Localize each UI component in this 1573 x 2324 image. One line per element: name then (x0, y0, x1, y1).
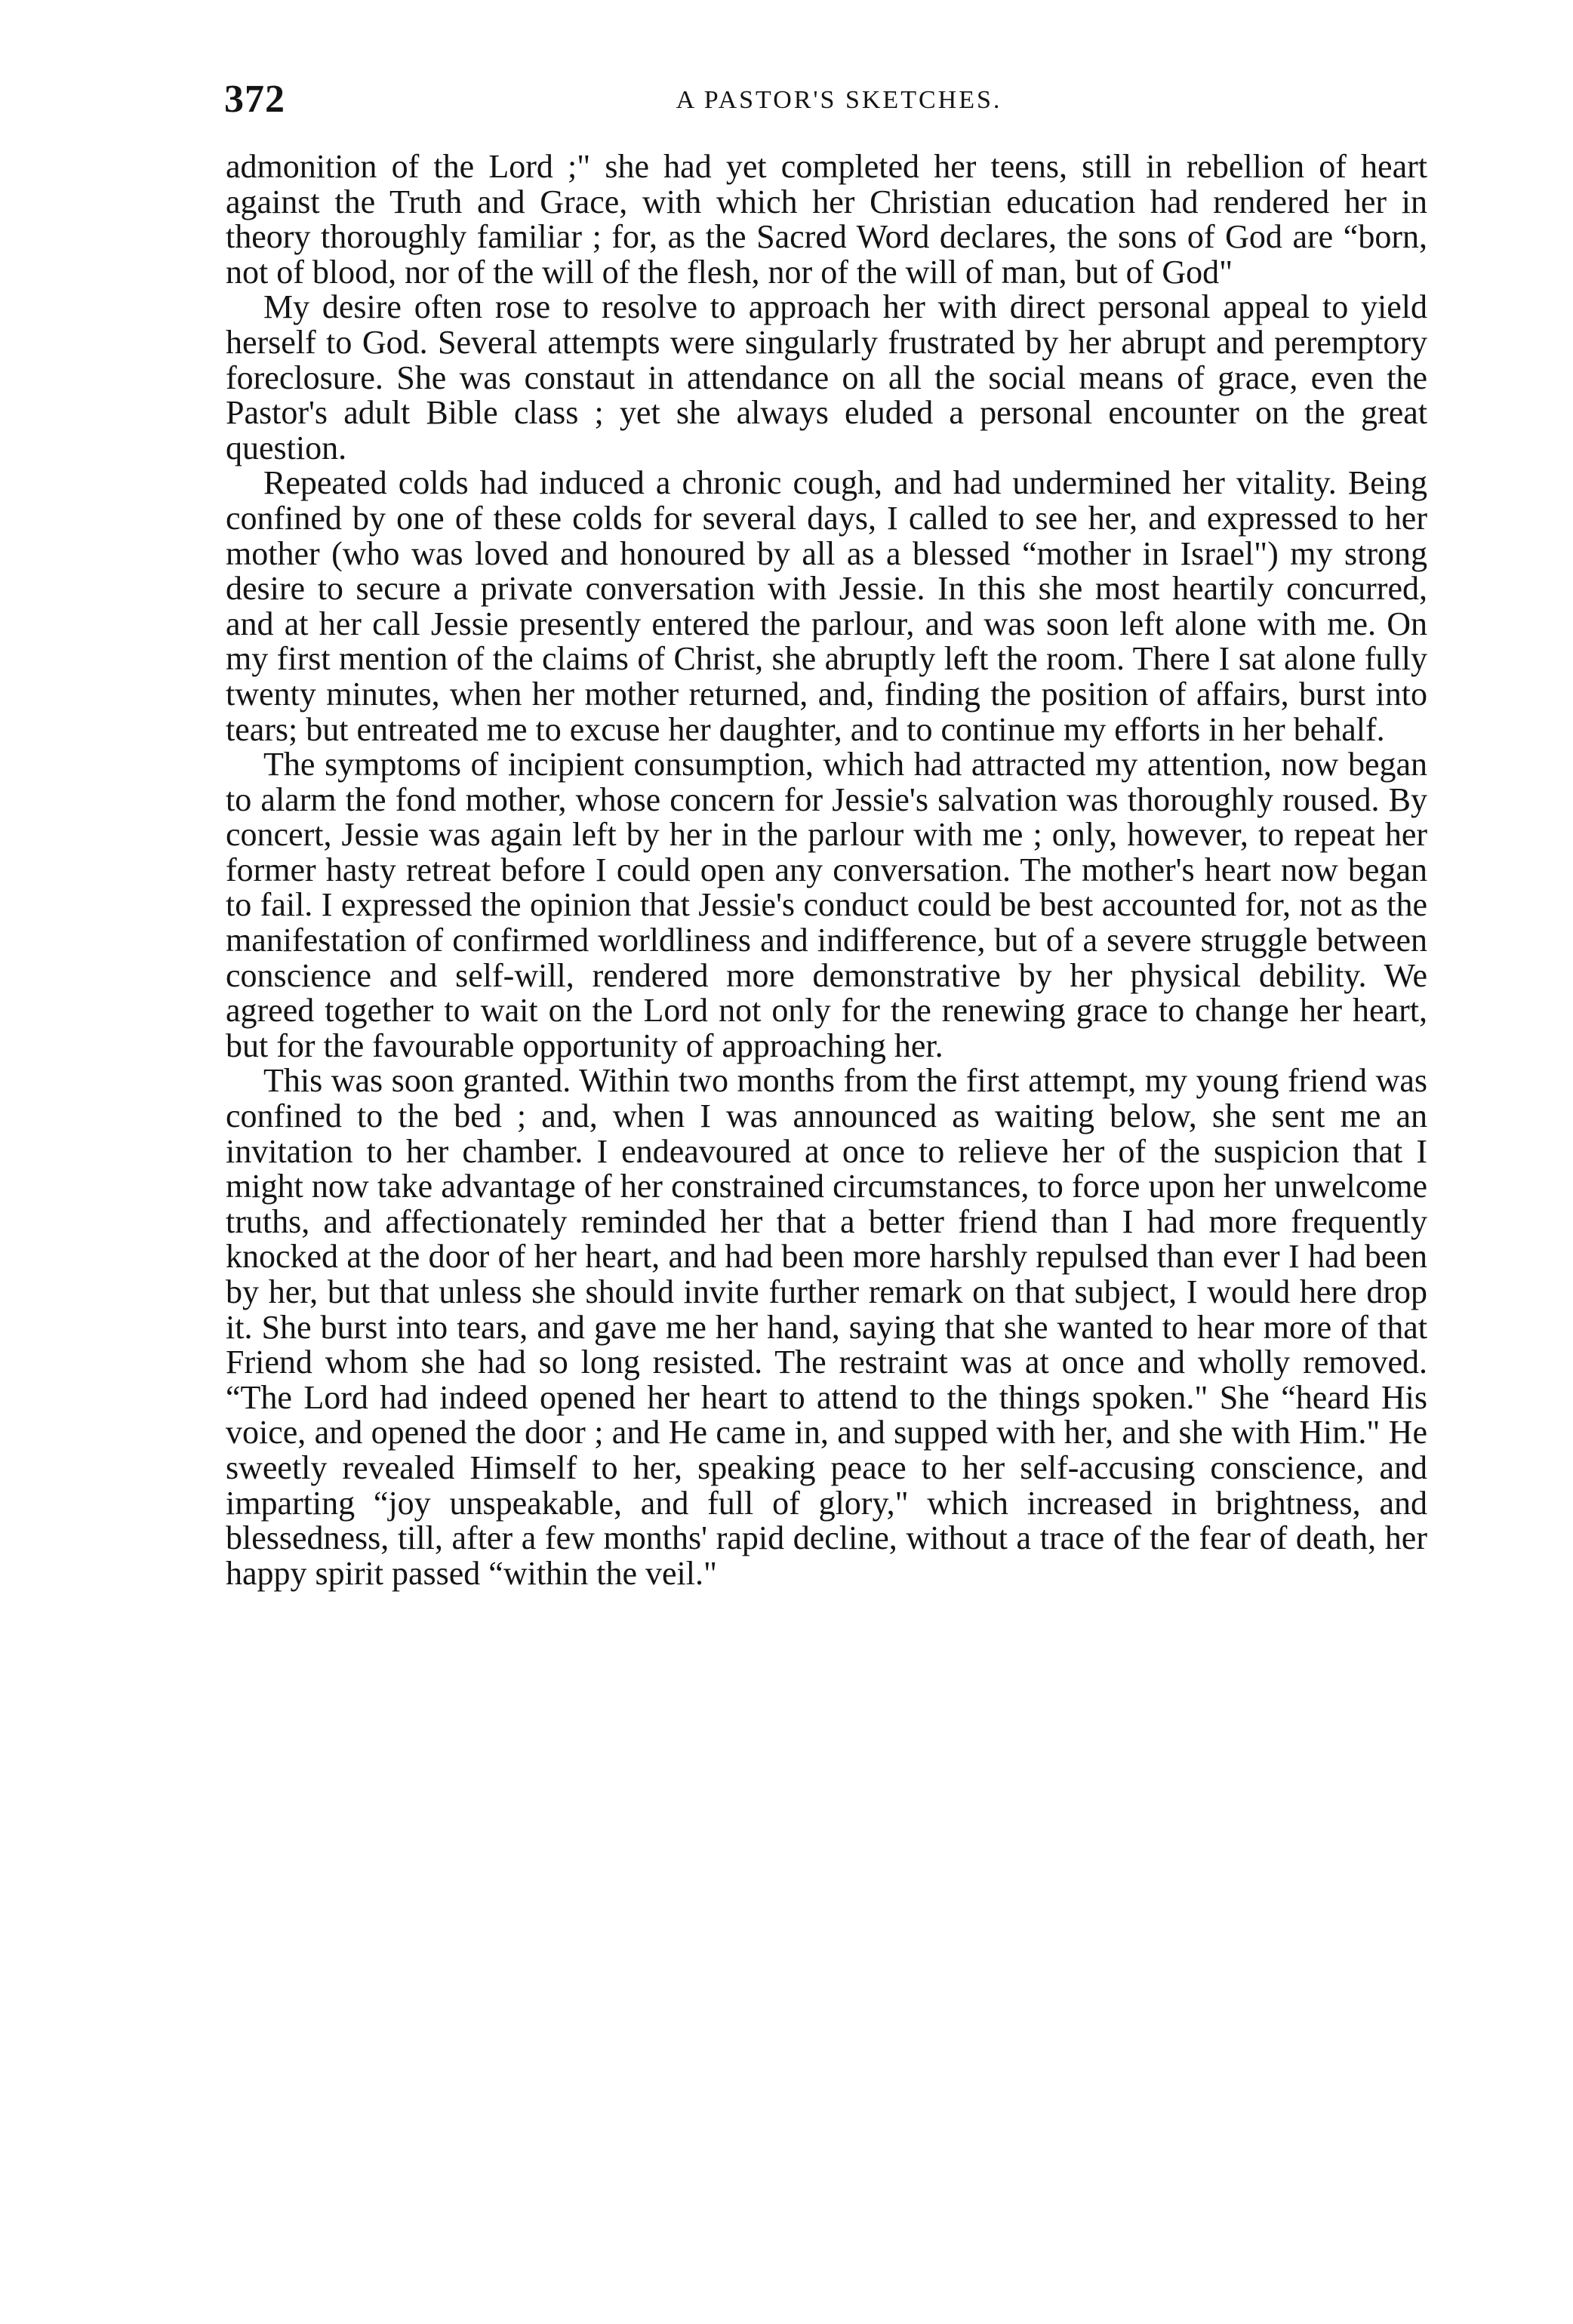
paragraph-continuation: admonition of the Lord ;" she had yet completed her teens, still in rebellion of heart against the Truth and Grace, with which her Christian education had rendered her in theory thoroughly familiar ; for, as the Sacred Word declares, the sons of God are “born, not of blood, nor of the will of the flesh, nor of the will of man, but of God" (226, 148, 1427, 291)
running-head (224, 77, 1454, 122)
paragraph: My desire often rose to resolve to approach her with direct personal appeal to yield herself to God. Several attempts were singularly frustrated by her abrupt and peremptory foreclosure. She was constaut in attendance on all the social means of grace, even the Pastor's adult Bible class ; yet she always eluded a personal encounter on the great question. (226, 288, 1427, 466)
body-text (226, 149, 1427, 1591)
paragraph: The symptoms of incipient consumption, which had attracted my attention, now began to alarm the fond mother, whose concern for Jessie's salvation was thoroughly roused. By concert, Jessie was again left by her in the parlour with me ; only, however, to repeat her former hasty retreat before I could open any conversation. The mother's heart now began to fail. I expressed the opinion that Jessie's conduct could be best accounted for, not as the manifestation of confirmed worldliness and indifference, but of a severe struggle between conscience and self-will, rendered more demonstrative by her physical debility. We agreed together to wait on the Lord not only for the renewing grace to change her heart, but for the favourable opportunity of approaching her. (226, 746, 1427, 1064)
paragraph: Repeated colds had induced a chronic cough, and had undermined her vitality. Being confined by one of these colds for several days, I called to see her, and expressed to her mother (who was loved and honoured by all as a blessed “mother in Israel") my strong desire to secure a private conversation with Jessie. In this she most heartily concurred, and at her call Jessie presently entered the parlour, and was soon left alone with me. On my first mention of the claims of Christ, she abruptly left the room. There I sat alone fully twenty minutes, when her mother returned, and, finding the position of affairs, burst into tears; but entreated me to excuse her daughter, and to continue my efforts in her behalf. (226, 464, 1427, 748)
page-number: 372 (224, 78, 285, 121)
running-title: A PASTOR'S SKETCHES. (676, 86, 1002, 114)
paragraph: This was soon granted. Within two months from the first attempt, my young friend was confined to the bed ; and, when I was announced as waiting below, she sent me an invitation to her chamber. I endeavoured at once to relieve her of the suspicion that I might now take advantage of her constrained circumstances, to force upon her unwelcome truths, and affectionately reminded her that a better friend than I had more frequently knocked at the door of her heart, and had been more harshly repulsed than ever I had been by her, but that unless she should invite further remark on that subject, I would here drop it. She burst into tears, and gave me her hand, saying that she wanted to hear more of that Friend whom she had so long resisted. The restraint was at once and wholly removed. “The Lord had indeed opened her heart to attend to the things spoken." She “heard His voice, and opened the door ; and He came in, and supped with her, and she with Him." He sweetly revealed Himself to her, speaking peace to her self-accusing conscience, and imparting “joy unspeakable, and full of glory," which increased in brightness, and blessedness, till, after a few months' rapid decline, without a trace of the fear of death, her happy spirit passed “within the veil." (226, 1062, 1427, 1592)
